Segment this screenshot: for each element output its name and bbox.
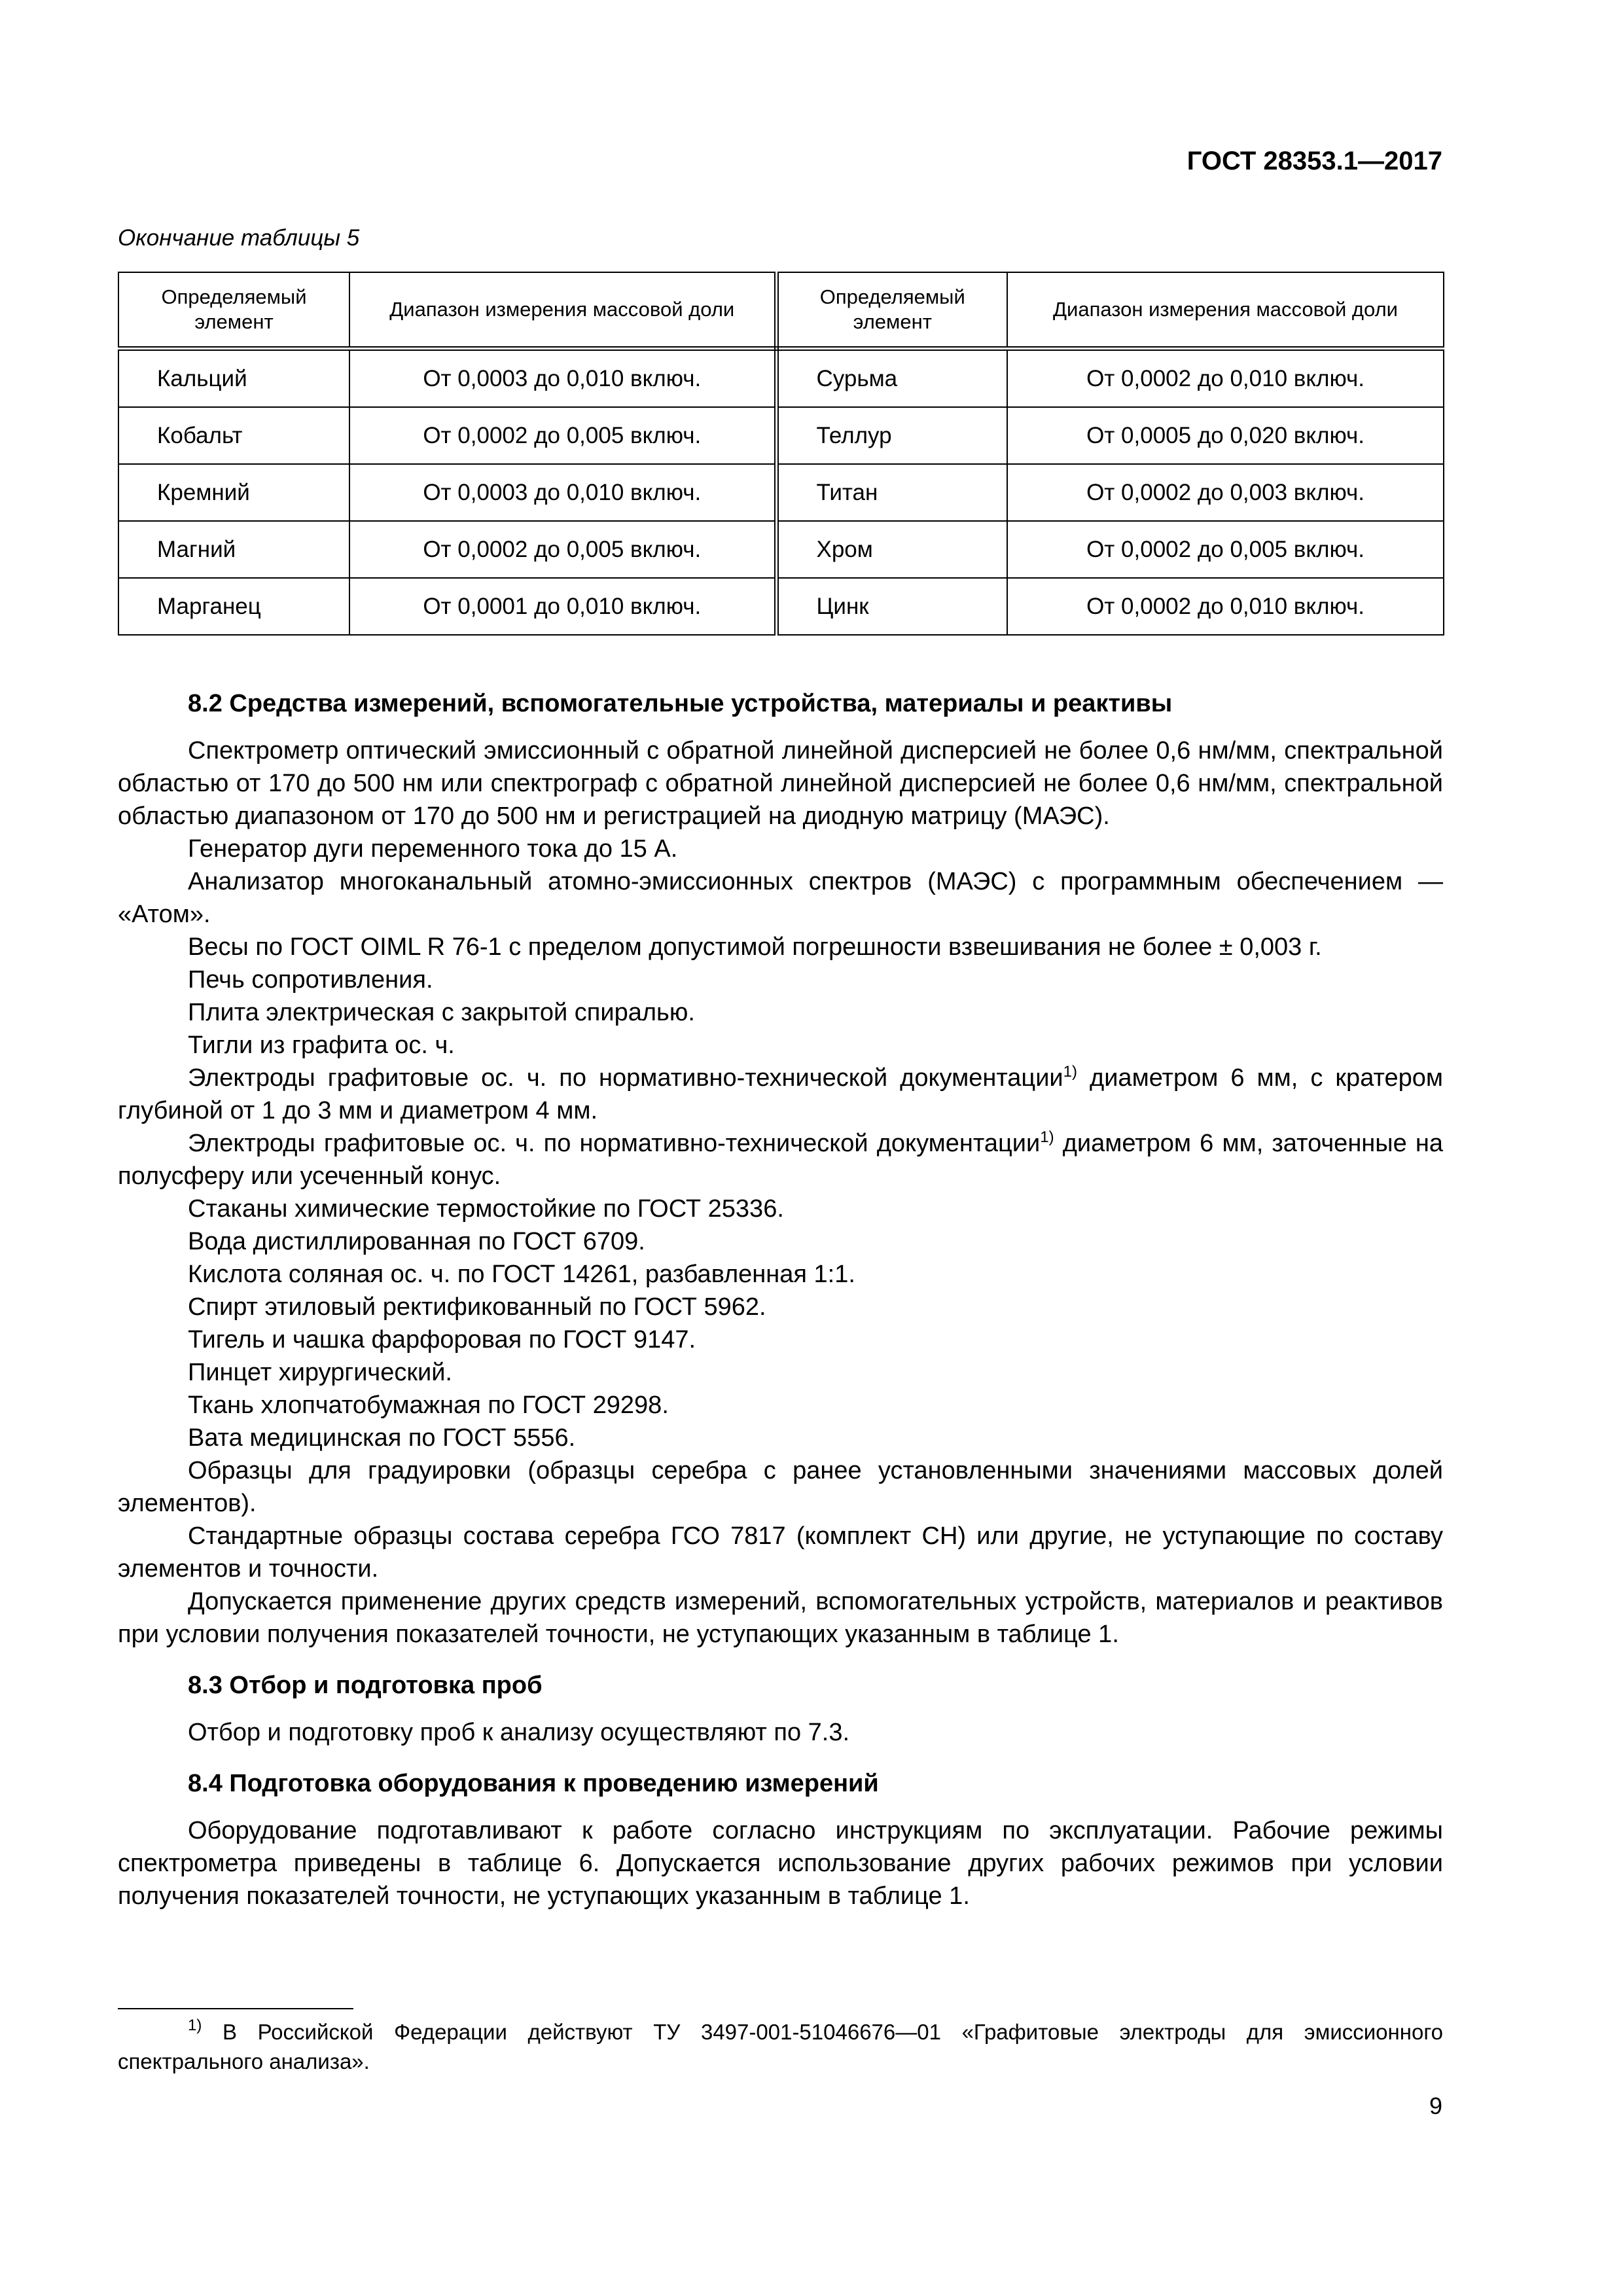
section-heading-8-4: 8.4 Подготовка оборудования к проведению измерений xyxy=(188,1770,879,1797)
paragraph: Весы по ГОСТ OIML R 76-1 с пределом допустимой погрешности взвешивания не более ± 0,003 г. xyxy=(188,933,1322,961)
paragraph: Вода дистиллированная по ГОСТ 6709. xyxy=(188,1228,645,1255)
paragraph: Стандартные образцы состава серебра ГСО 7817 (комплект СН) или другие, не уступающие по составу элементов и точности. xyxy=(118,1522,1443,1583)
element-cell: Кремний xyxy=(118,464,349,521)
element-cell: Кобальт xyxy=(118,407,349,464)
table-row xyxy=(118,578,1444,635)
table-header-row xyxy=(118,272,1444,349)
paragraph: Образцы для градуировки (образцы серебра с ранее установленными значениями массовых долей элементов). xyxy=(118,1457,1443,1517)
header-range-2: Диапазон измерения массовой доли xyxy=(1007,272,1444,349)
paragraph: Генератор дуги переменного тока до 15 А. xyxy=(188,835,678,863)
range-cell: От 0,0002 до 0,010 включ. xyxy=(1007,349,1444,408)
range-cell: От 0,0003 до 0,010 включ. xyxy=(349,464,776,521)
element-cell: Титан xyxy=(776,464,1007,521)
footnote xyxy=(118,2017,1443,2076)
range-cell: От 0,0001 до 0,010 включ. xyxy=(349,578,776,635)
paragraph: Допускается применение других средств измерений, вспомогательных устройств, материалов и реактивов при условии получения показателей точности, не уступающих указанным в таблице 1. xyxy=(118,1588,1443,1648)
element-cell: Хром xyxy=(776,521,1007,578)
table-row xyxy=(118,407,1444,464)
header-element-1: Определяемый элемент xyxy=(118,272,349,349)
paragraph-text: диаметром 6 мм, заточенные на полусферу или усеченный конус. xyxy=(118,1130,1443,1190)
element-cell: Теллур xyxy=(776,407,1007,464)
paragraph xyxy=(118,1062,1443,1127)
table-row xyxy=(118,464,1444,521)
element-cell: Кальций xyxy=(118,349,349,408)
range-cell: От 0,0002 до 0,005 включ. xyxy=(349,407,776,464)
paragraph: Вата медицинская по ГОСТ 5556. xyxy=(188,1424,576,1452)
paragraph: Спирт этиловый ректификованный по ГОСТ 5962. xyxy=(188,1293,766,1321)
element-cell: Цинк xyxy=(776,578,1007,635)
element-cell: Магний xyxy=(118,521,349,578)
element-cell: Сурьма xyxy=(776,349,1007,408)
paragraph: Ткань хлопчатобумажная по ГОСТ 29298. xyxy=(188,1391,669,1419)
paragraph: Стаканы химические термостойкие по ГОСТ 25336. xyxy=(188,1195,784,1223)
paragraph: Тигель и чашка фарфоровая по ГОСТ 9147. xyxy=(188,1326,696,1354)
section-heading-8-3: 8.3 Отбор и подготовка проб xyxy=(188,1672,543,1699)
range-cell: От 0,0002 до 0,005 включ. xyxy=(1007,521,1444,578)
paragraph: Оборудование подготавливают к работе согласно инструкциям по эксплуатации. Рабочие режимы спектрометра приведены в таблице 6. Допускается использование других рабочих режимов при условии получения показателей точности, не уступающих указанным в таблице 1. xyxy=(118,1817,1443,1910)
range-cell: От 0,0002 до 0,003 включ. xyxy=(1007,464,1444,521)
footnote-mark: 1) xyxy=(188,2017,202,2034)
header-range-1: Диапазон измерения массовой доли xyxy=(349,272,776,349)
document-body xyxy=(118,687,1443,1912)
range-cell: От 0,0005 до 0,020 включ. xyxy=(1007,407,1444,464)
paragraph: Печь сопротивления. xyxy=(188,966,433,994)
table-row xyxy=(118,521,1444,578)
section-heading-8-2: 8.2 Средства измерений, вспомогательные устройства, материалы и реактивы xyxy=(188,690,1173,717)
paragraph-text: Электроды графитовые ос. ч. по нормативно-технической документации xyxy=(188,1130,1041,1157)
footnote-divider xyxy=(118,2008,353,2009)
paragraph: Кислота соляная ос. ч. по ГОСТ 14261, разбавленная 1:1. xyxy=(188,1261,855,1288)
paragraph: Отбор и подготовку проб к анализу осуществляют по 7.3. xyxy=(188,1719,850,1746)
element-cell: Марганец xyxy=(118,578,349,635)
page-number: 9 xyxy=(1429,2092,1442,2119)
range-cell: От 0,0002 до 0,010 включ. xyxy=(1007,578,1444,635)
table-row xyxy=(118,349,1444,408)
paragraph-text: диаметром 6 мм, с кратером глубиной от 1 до 3 мм и диаметром 4 мм. xyxy=(118,1064,1443,1124)
paragraph-text: Электроды графитовые ос. ч. по нормативно-технической документации xyxy=(188,1064,1063,1092)
document-code: ГОСТ 28353.1—2017 xyxy=(1186,147,1442,175)
paragraph: Анализатор многоканальный атомно-эмиссионных спектров (МАЭС) с программным обеспечением — «Атом». xyxy=(118,868,1443,928)
paragraph: Плита электрическая с закрытой спиралью. xyxy=(188,999,695,1026)
paragraph xyxy=(118,1127,1443,1193)
elements-range-table xyxy=(118,272,1444,636)
paragraph: Тигли из графита ос. ч. xyxy=(188,1031,455,1059)
table-caption: Окончание таблицы 5 xyxy=(118,225,360,251)
footnote-ref: 1) xyxy=(1063,1063,1077,1081)
paragraph: Спектрометр оптический эмиссионный с обратной линейной дисперсией не более 0,6 нм/мм, спектральной областью от 170 до 500 нм или спектрограф с обратной линейной дисперсией не более 0,6 нм/мм, спектральной областью диапазоном от 170 до 500 нм и регистрацией на диодную матрицу (МАЭС). xyxy=(118,737,1443,830)
range-cell: От 0,0003 до 0,010 включ. xyxy=(349,349,776,408)
paragraph: Пинцет хирургический. xyxy=(188,1359,452,1386)
footnote-ref: 1) xyxy=(1040,1128,1054,1146)
header-element-2: Определяемый элемент xyxy=(776,272,1007,349)
range-cell: От 0,0002 до 0,005 включ. xyxy=(349,521,776,578)
footnote-text: В Российской Федерации действуют ТУ 3497-001-51046676—01 «Графитовые электроды для эмиссионного спектрального анализа». xyxy=(118,2020,1443,2073)
